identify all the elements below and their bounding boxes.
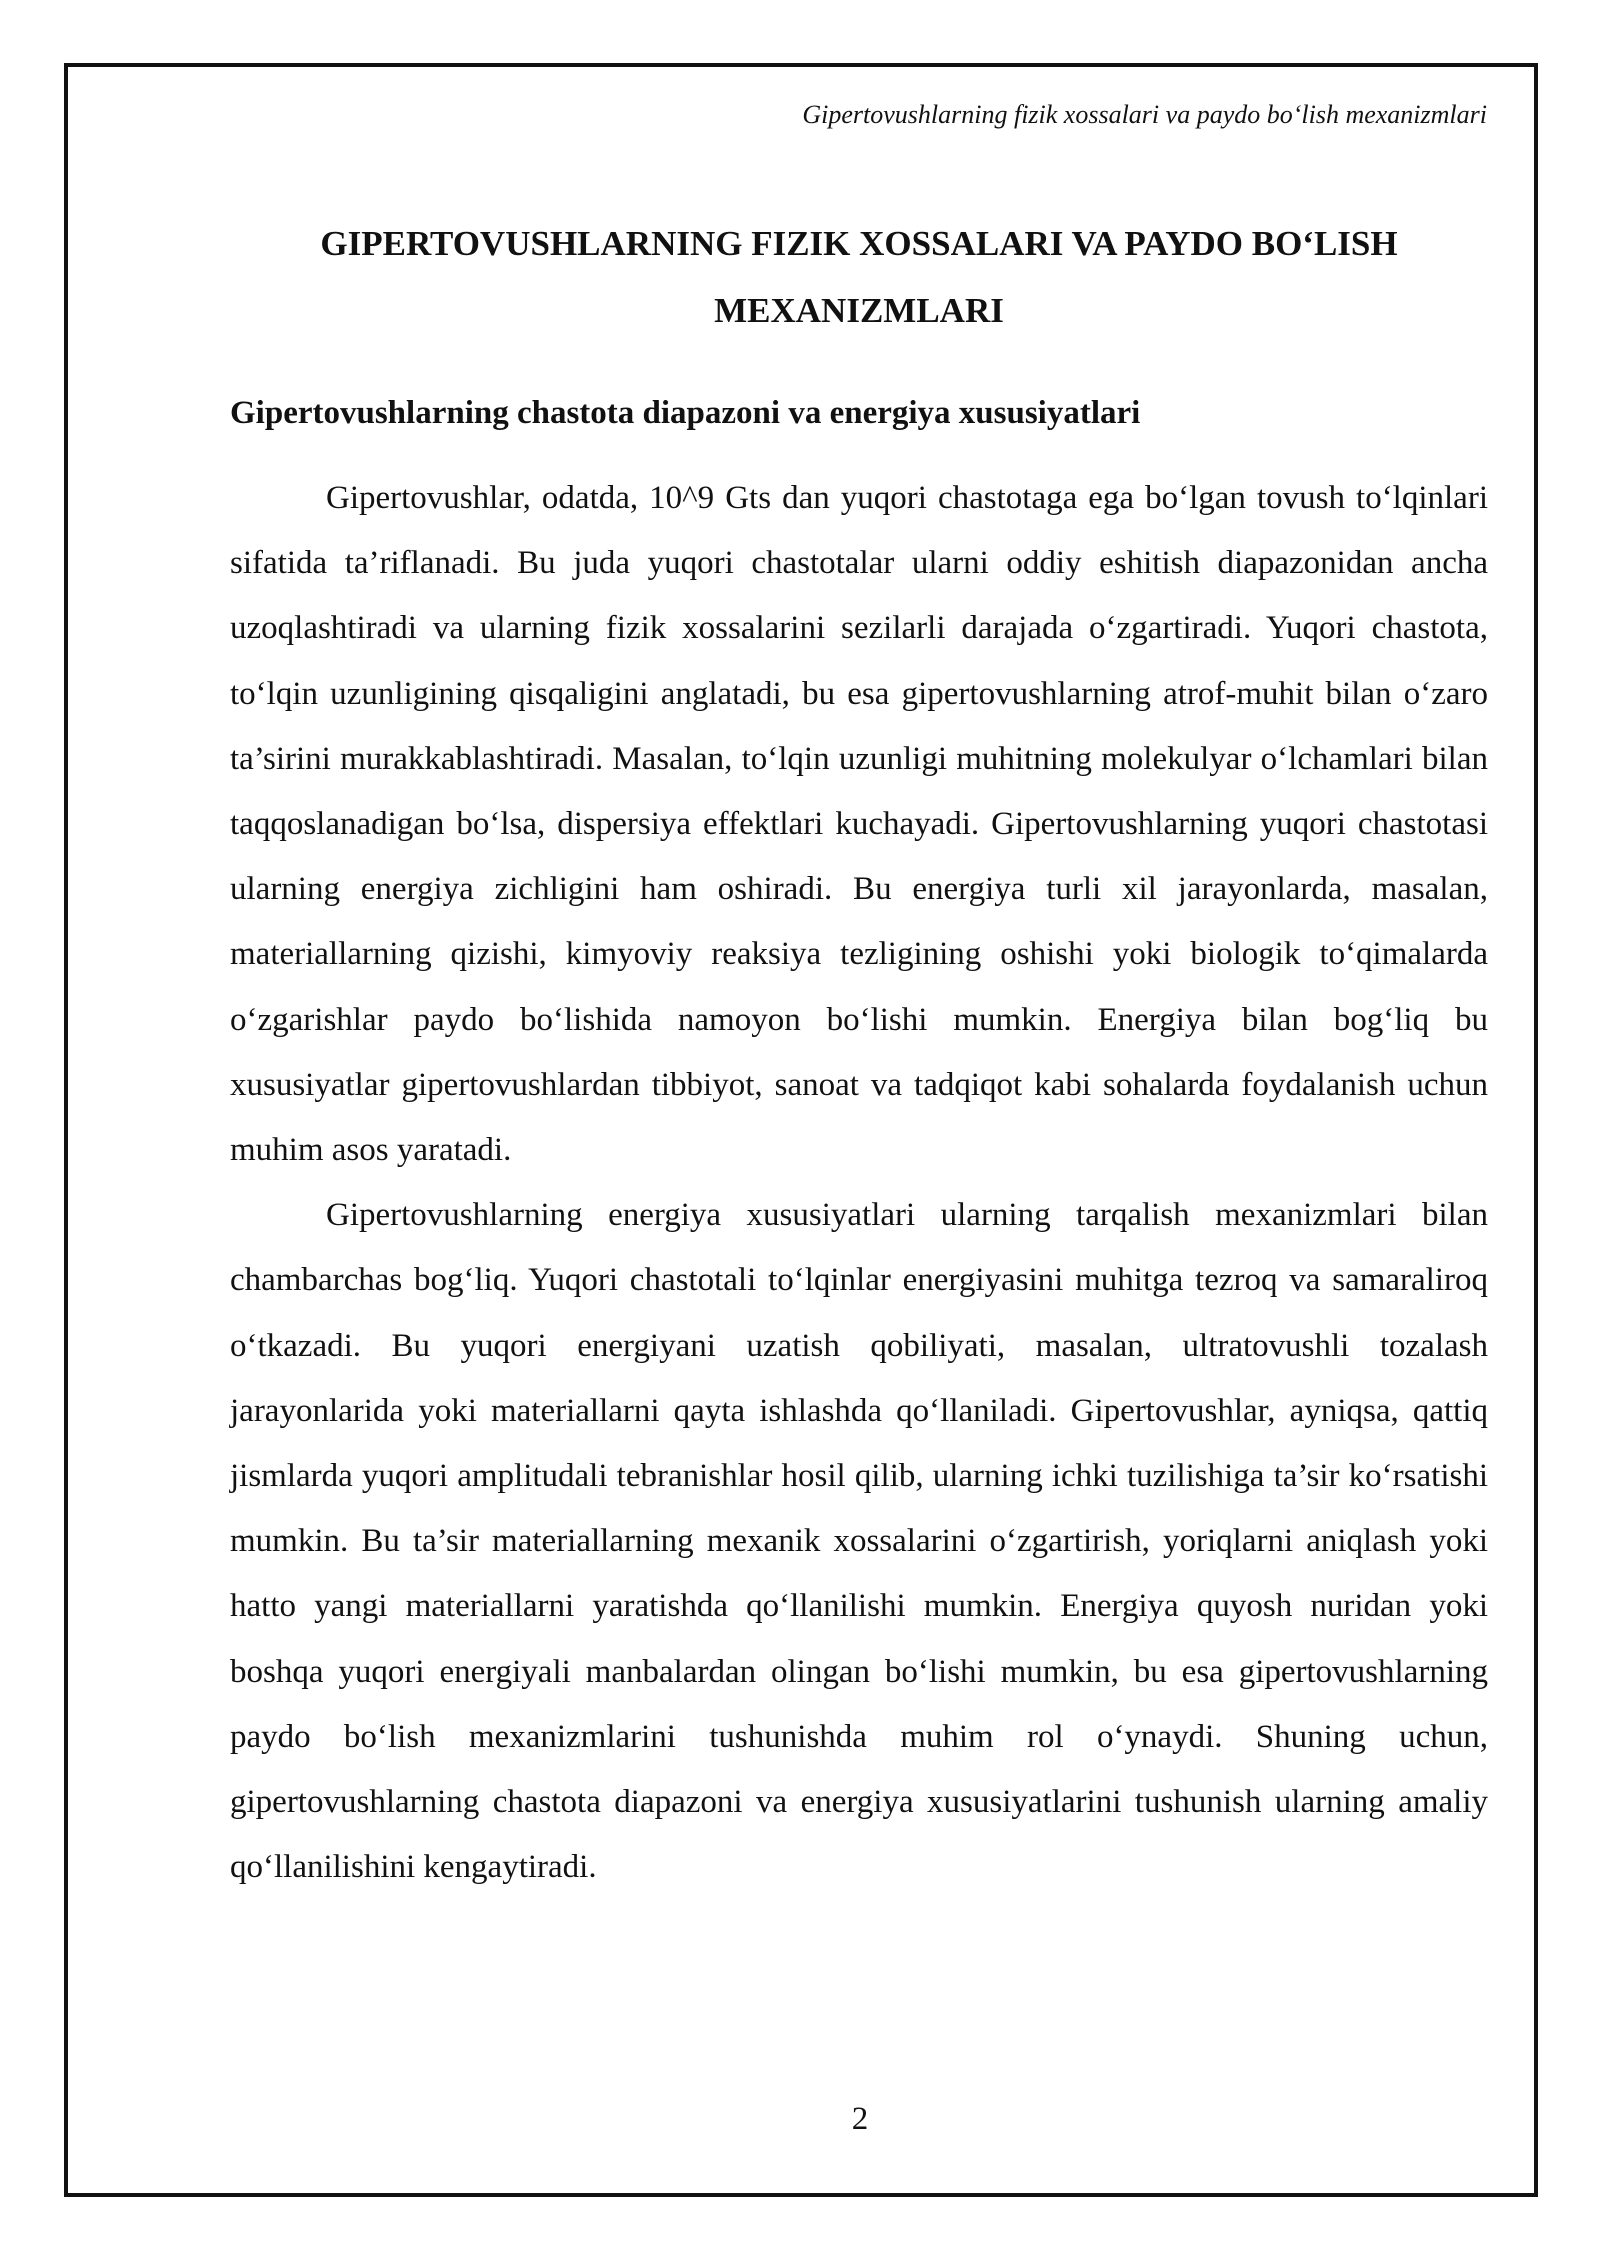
body-text: [230, 466, 1488, 1900]
running-header: Gipertovushlarning fizik xossalari va paydo bo‘lish mexanizmlari: [802, 100, 1487, 129]
paragraph: Gipertovushlar, odatda, 10^9 Gts dan yuqori chastotaga ega bo‘lgan tovush to‘lqinlari sifatida ta’riflanadi. Bu juda yuqori chastotalar ularni oddiy eshitish diapazonidan ancha uzoqlashtiradi va ularning fizik xossalarini sezilarli darajada o‘zgartiradi. Yuqori chastota, to‘lqin uzunligining qisqaligini anglatadi, bu esa gipertovushlarning atrof-muhit bilan o‘zaro ta’sirini murakkablashtiradi. Masalan, to‘lqin uzunligi muhitning molekulyar o‘lchamlari bilan taqqoslanadigan bo‘lsa, dispersiya effektlari kuchayadi. Gipertovushlarning yuqori chastotasi ularning energiya zichligini ham oshiradi. Bu energiya turli xil jarayonlarda, masalan, materiallarning qizishi, kimyoviy reaksiya tezligining oshishi yoki biologik to‘qimalarda o‘zgarishlar paydo bo‘lishida namoyon bo‘lishi mumkin. Energiya bilan bog‘liq bu xususiyatlar gipertovushlardan tibbiyot, sanoat va tadqiqot kabi sohalarda foydalanish uchun muhim asos yaratadi.: [230, 480, 1488, 1169]
section-heading: Gipertovushlarning chastota diapazoni va energiya xususiyatlari: [230, 395, 1141, 431]
page-number: 2: [851, 2101, 869, 2137]
paragraph: Gipertovushlarning energiya xususiyatlari ularning tarqalish mexanizmlari bilan chambarchas bog‘liq. Yuqori chastotali to‘lqinlar energiyasini muhitga tezroq va samaraliroq o‘tkazadi. Bu yuqori energiyani uzatish qobiliyati, masalan, ultratovushli tozalash jarayonlarida yoki materiallarni qayta ishlashda qo‘llaniladi. Gipertovushlar, ayniqsa, qattiq jismlarda yuqori amplitudali tebranishlar hosil qilib, ularning ichki tuzilishiga ta’sir ko‘rsatishi mumkin. Bu ta’sir materiallarning mexanik xossalarini o‘zgartirish, yoriqlarni aniqlash yoki hatto yangi materiallarni yaratishda qo‘llanilishi mumkin. Energiya quyosh nuridan yoki boshqa yuqori energiyali manbalardan olingan bo‘lishi mumkin, bu esa gipertovushlarning paydo bo‘lish mexanizmlarini tushunishda muhim rol o‘ynaydi. Shuning uchun, gipertovushlarning chastota diapazoni va energiya xususiyatlarini tushunish ularning amaliy qo‘llanilishini kengaytiradi.: [230, 1197, 1488, 1886]
document-title: GIPERTOVUSHLARNING FIZIK XOSSALARI VA PAYDO BO‘LISH MEXANIZMLARI: [320, 224, 1398, 330]
